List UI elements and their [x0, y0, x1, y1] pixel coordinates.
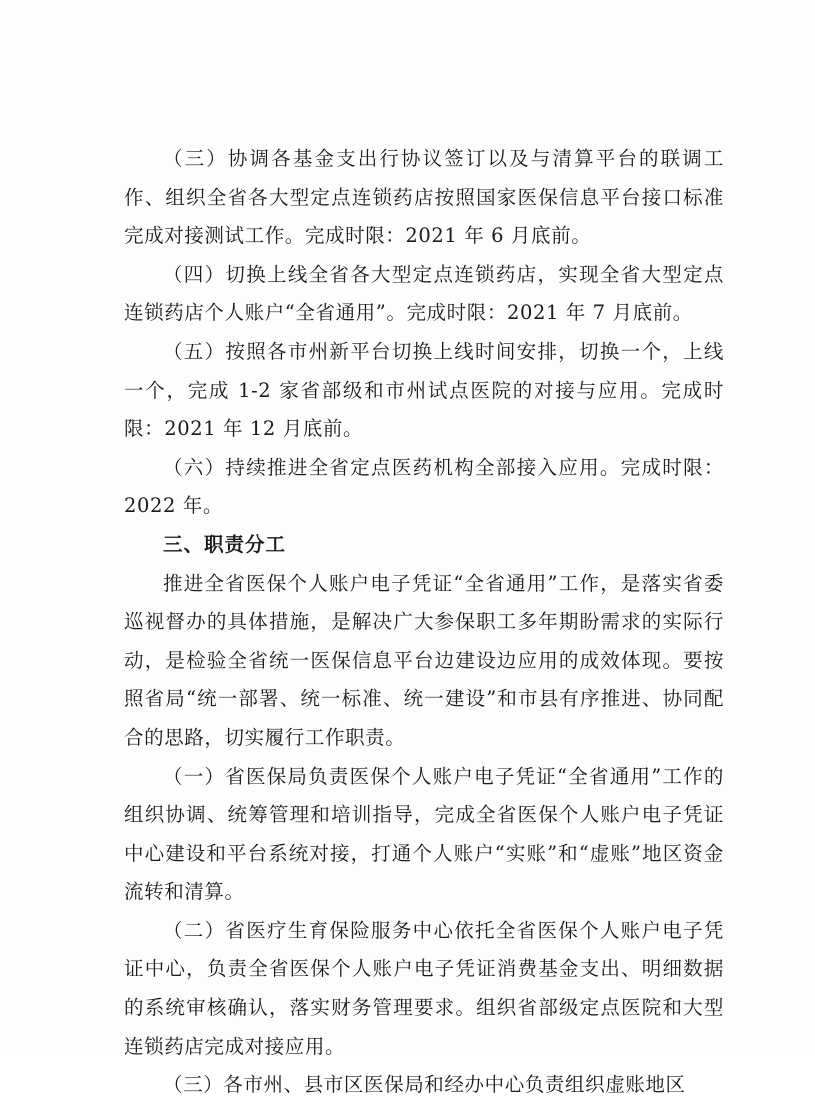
document-body: [124, 140, 724, 1105]
paragraph-item-4: （四）切换上线全省各大型定点连锁药店，实现全省大型定点连锁药店个人账户“全省通用”。完成时限：2021 年 7 月底前。: [124, 262, 724, 325]
responsibility-item-3: （三）各市州、县市区医保局和经办中心负责组织虚账地区: [163, 1073, 686, 1097]
paragraph-item-6: （六）持续推进全省定点医药机构全部接入应用。完成时限：2022 年。: [124, 455, 724, 518]
paragraph-item-5: （五）按照各市州新平台切换上线时间安排，切换一个，上线一个，完成 1-2 家省部级和市州试点医院的对接与应用。完成时限：2021 年 12 月底前。: [124, 339, 724, 441]
section-heading-responsibilities: 三、职责分工: [163, 532, 287, 556]
paragraph-item-3: （三）协调各基金支出行协议签订以及与清算平台的联调工作、组织全省各大型定点连锁药店按照国家医保信息平台接口标准完成对接测试工作。完成时限：2021 年 6 月底前。: [124, 147, 724, 248]
responsibility-item-1: （一）省医保局负责医保个人账户电子凭证“全省通用”工作的组织协调、统筹管理和培训指导，完成全省医保个人账户电子凭证中心建设和平台系统对接，打通个人账户“实账”和“虚账”地区资金流转和清算。: [124, 764, 724, 904]
section-intro-paragraph: 推进全省医保个人账户电子凭证“全省通用”工作，是落实省委巡视督办的具体措施，是解决广大参保职工多年期盼需求的实际行动，是检验全省统一医保信息平台边建设边应用的成效体现。要按照省局“统一部署、统一标准、统一建设”和市县有序推进、协同配合的思路，切实履行工作职责。: [124, 571, 724, 749]
responsibility-item-2: （二）省医疗生育保险服务中心依托全省医保个人账户电子凭证中心，负责全省医保个人账户电子凭证消费基金支出、明细数据的系统审核确认，落实财务管理要求。组织省部级定点医院和大型连锁药店完成对接应用。: [124, 918, 724, 1058]
